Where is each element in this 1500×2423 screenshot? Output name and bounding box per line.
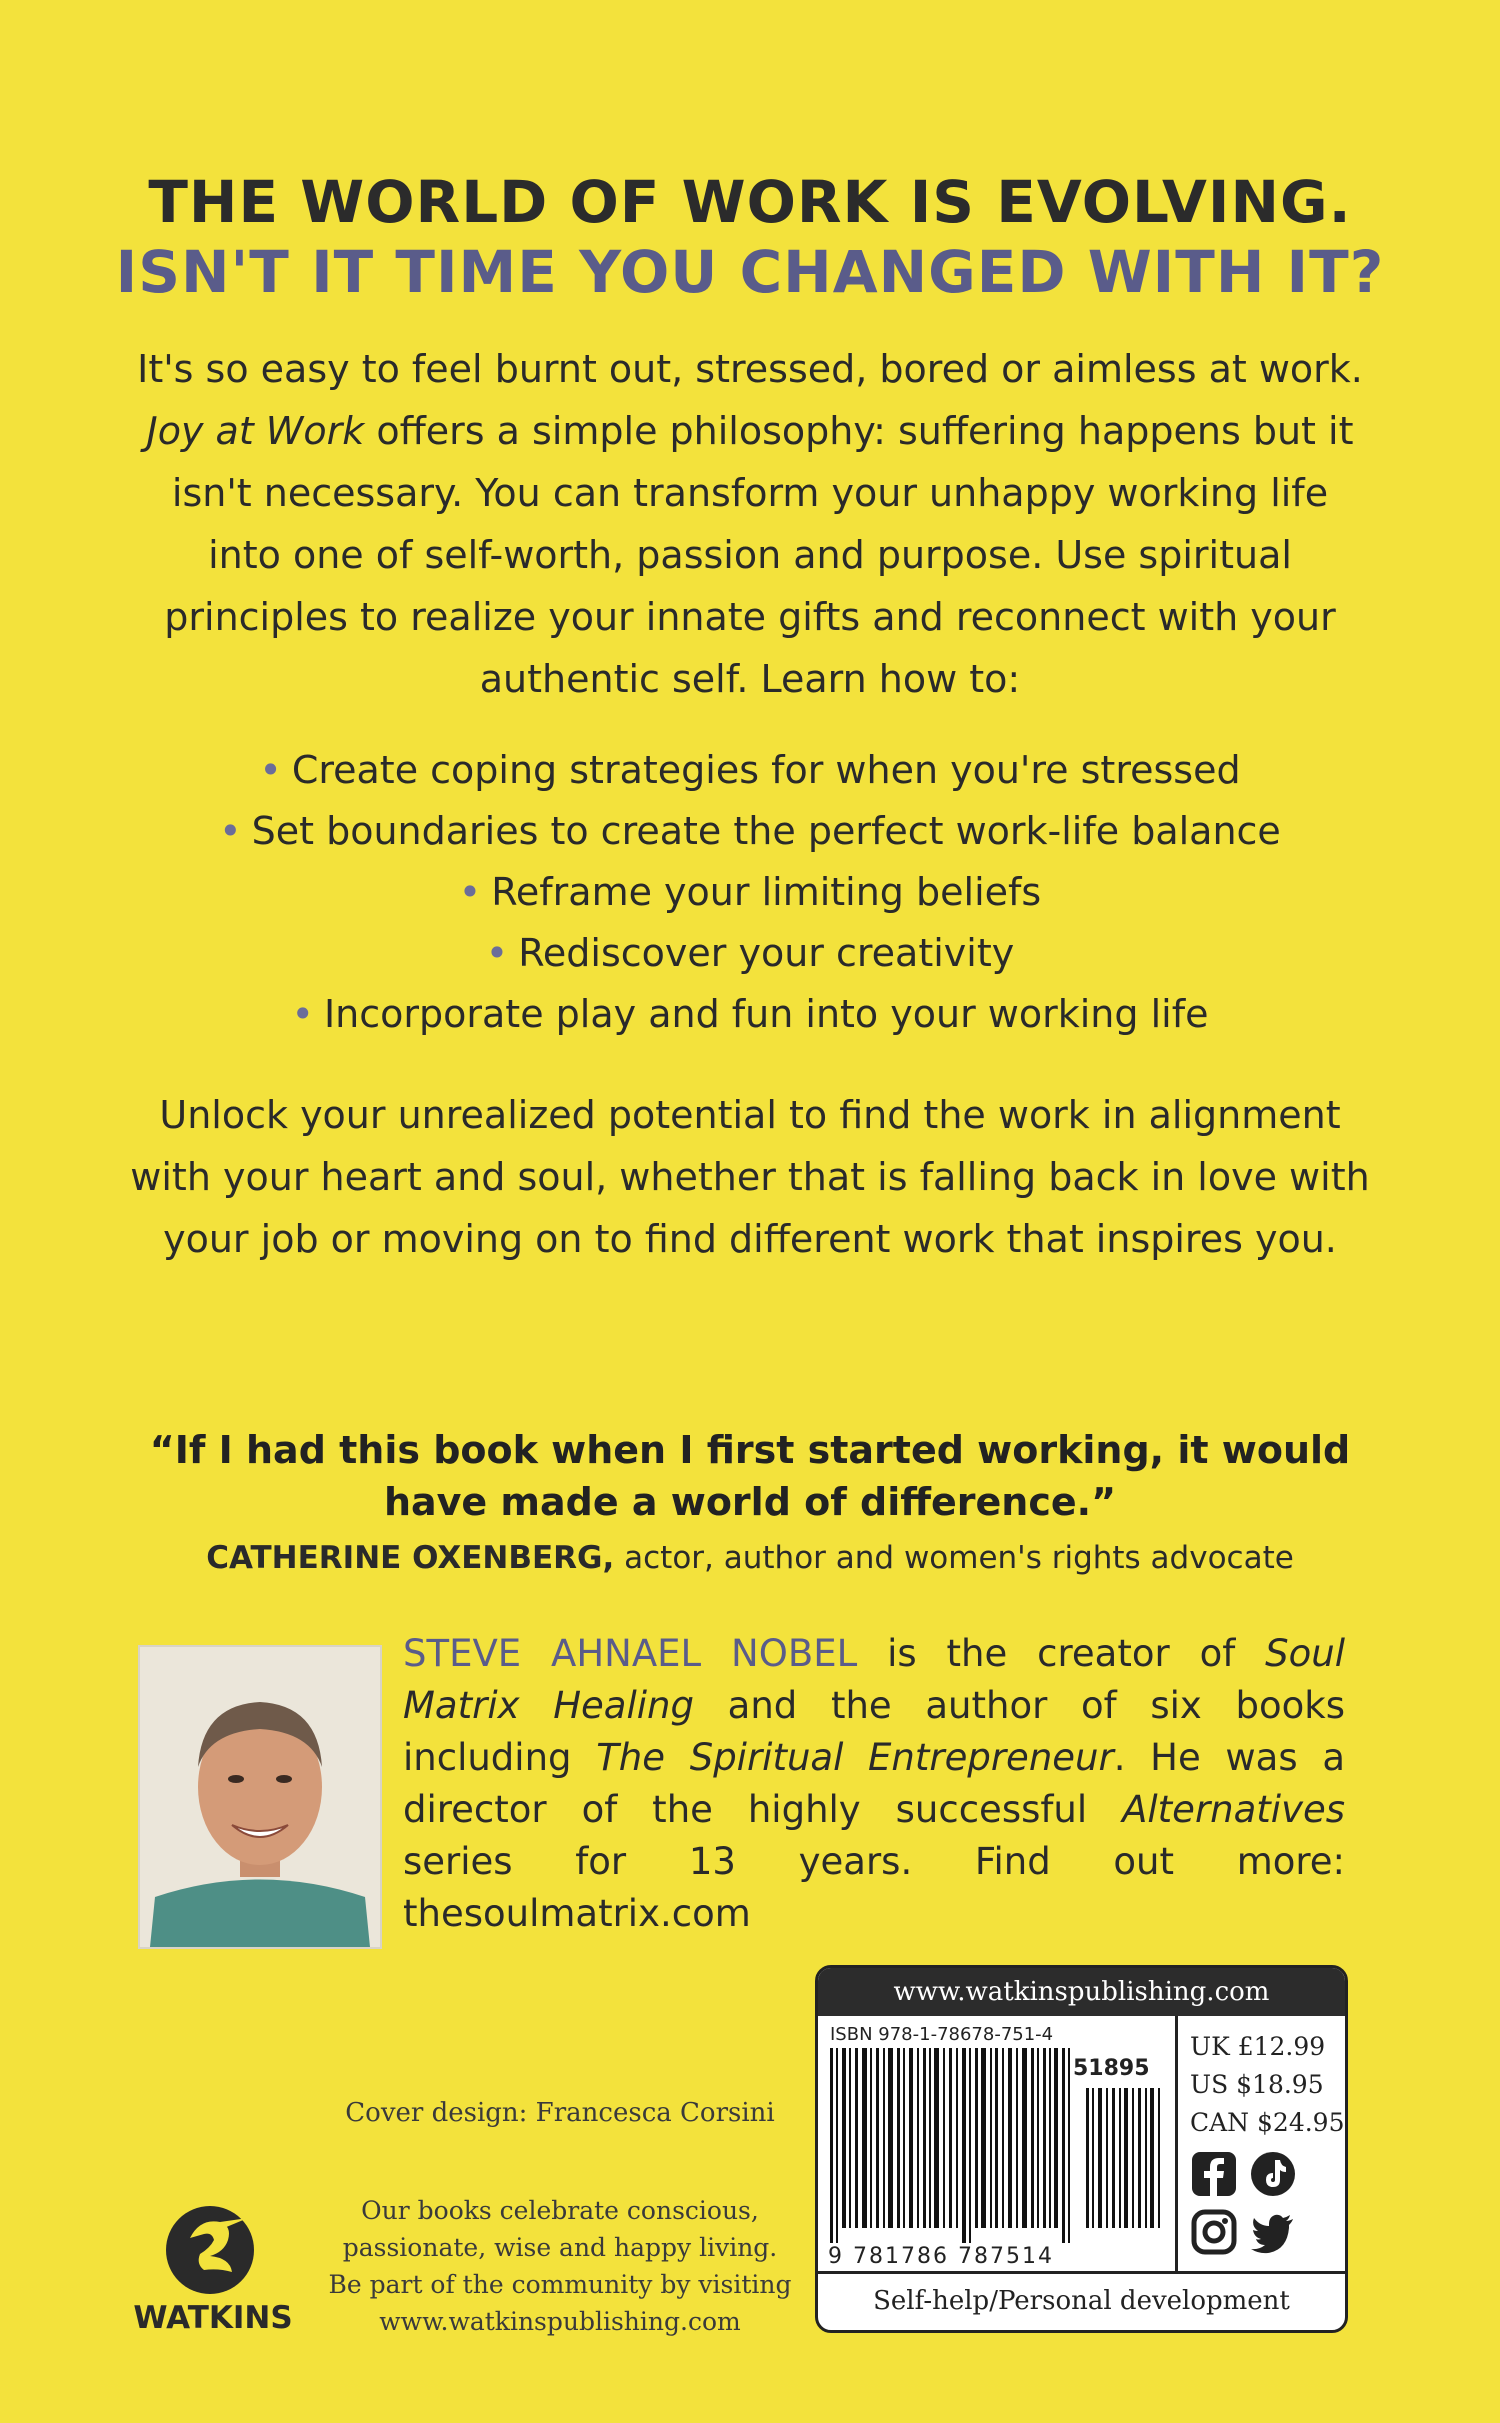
intro-text-1: It's so easy to feel burnt out, stressed, bored or aimless at work.: [137, 347, 1363, 391]
bullet-item: • Incorporate play and fun into your working life: [291, 992, 1209, 1036]
bullet-text: Set boundaries to create the perfect work-life balance: [251, 809, 1281, 853]
bullet-text: Rediscover your creativity: [518, 931, 1015, 975]
barcode-digits: 9 781786 787514: [828, 2244, 1054, 2269]
headline-line-2: ISN'T IT TIME YOU CHANGED WITH IT?: [115, 238, 1385, 306]
publisher-tagline: [310, 2192, 810, 2340]
divider: [1175, 2016, 1178, 2274]
intro-text-2: offers a simple philosophy: suffering happens but it isn't necessary. You can transform your unhappy working life into one of self-worth, passion and purpose. Use spiritual principles to realize your innate gifts and reconnect with your authentic self. Learn how to:: [164, 409, 1354, 701]
price-uk: UK £12.99: [1190, 2032, 1326, 2061]
endorsement-quote: “If I had this book when I first started working, it would have made a world of difference.”: [149, 1428, 1351, 1524]
bio-text-4: series for 13 years. Find out more: thesoulmatrix.com: [403, 1840, 1345, 1935]
social-icons: [1190, 2150, 1320, 2266]
tiktok-icon: [1249, 2150, 1297, 2198]
endorser-name: CATHERINE OXENBERG,: [206, 1540, 615, 1576]
endorsement-attribution: [0, 1540, 1500, 1576]
bullet-item: • Create coping strategies for when you're stressed: [259, 748, 1241, 792]
bio-text-2: and the author of six books including: [403, 1684, 1345, 1779]
bio-italic-2: The Spiritual Entrepreneur: [596, 1736, 1114, 1779]
bullet-text: Create coping strategies for when you're stressed: [291, 748, 1241, 792]
bio-italic-1: Soul Matrix Healing: [403, 1632, 1345, 1727]
author-bio: [403, 1628, 1345, 1940]
author-name: STEVE AHNAEL NOBEL: [403, 1632, 858, 1675]
book-category: Self-help/Personal development: [818, 2271, 1345, 2330]
publisher-name: WATKINS: [133, 2300, 293, 2336]
bio-italic-3: Alternatives: [1122, 1788, 1345, 1831]
instagram-icon: [1190, 2208, 1238, 2256]
intro-paragraph: [130, 338, 1370, 710]
bullet-item: • Set boundaries to create the perfect work-life balance: [219, 809, 1281, 853]
bio-text-3: . He was a director of the highly successful: [403, 1736, 1345, 1831]
bio-text-1: is the creator of: [887, 1632, 1236, 1675]
heron-icon: [120, 2198, 300, 2298]
book-title: Joy at Work: [146, 409, 365, 453]
bullet-item: • Rediscover your creativity: [485, 931, 1015, 975]
bullet-list: [0, 740, 1500, 1045]
tagline-line: www.watkinspublishing.com: [379, 2307, 741, 2336]
closing-paragraph: Unlock your unrealized potential to find the work in alignment with your heart and soul, whether that is falling back in love with your job or moving on to find different work that inspires you.: [130, 1093, 1370, 1261]
twitter-icon: [1249, 2208, 1297, 2256]
price-list: [1190, 2028, 1344, 2142]
author-photo: [138, 1645, 382, 1949]
price-us: US $18.95: [1190, 2070, 1324, 2099]
publisher-url: www.watkinspublishing.com: [818, 1968, 1345, 2016]
isbn-text: ISBN 978-1-78678-751-4: [830, 2024, 1054, 2045]
bullet-item: • Reframe your limiting beliefs: [458, 870, 1042, 914]
barcode-panel: [815, 1965, 1348, 2333]
tagline-line: passionate, wise and happy living.: [342, 2233, 778, 2262]
barcode-supplement: 51895: [1073, 2056, 1150, 2081]
tagline-line: Our books celebrate conscious,: [361, 2196, 759, 2225]
facebook-icon: [1190, 2150, 1238, 2198]
watkins-logo: [120, 2198, 300, 2302]
bullet-text: Reframe your limiting beliefs: [491, 870, 1042, 914]
headline-line-1: THE WORLD OF WORK IS EVOLVING.: [148, 168, 1352, 236]
endorser-role: actor, author and women's rights advocate: [624, 1540, 1294, 1576]
tagline-line: Be part of the community by visiting: [328, 2270, 792, 2299]
cover-design-credit: Cover design: Francesca Corsini: [345, 2098, 775, 2128]
bullet-text: Incorporate play and fun into your working life: [323, 992, 1209, 1036]
price-can: CAN $24.95: [1190, 2108, 1345, 2137]
